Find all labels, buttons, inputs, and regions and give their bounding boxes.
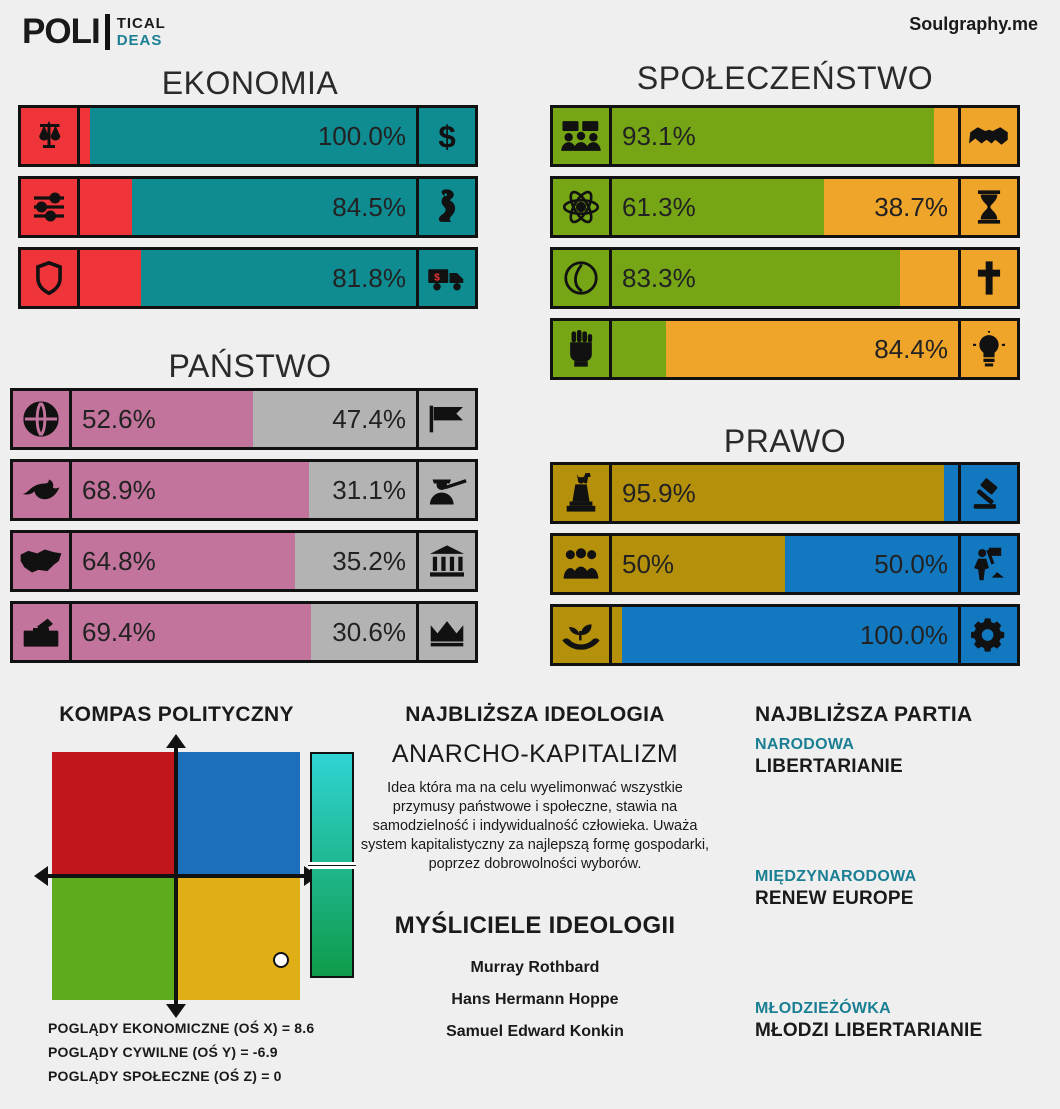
ideology-title: NAJBLIŻSZA IDEOLOGIA [405,703,665,726]
section-title-society: SPOŁECZEŃSTWO [636,60,934,96]
bar-segment-right: 84.5% [132,179,416,235]
bank-icon [428,544,466,578]
bar-left-icon-box [550,462,612,524]
bar-row [550,533,1020,595]
compass-title: KOMPAS POLITYCZNY [59,703,294,726]
section-title-state: PAŃSTWO [168,348,332,384]
bar-left-icon-box [550,176,612,238]
bar-track [612,318,958,380]
party-value: MŁODZI LIBERTARIANIE [755,1020,983,1041]
bar-track [612,176,958,238]
compass-grid [52,752,300,1000]
gadsden-snake-icon [432,188,462,226]
thinker-item: Murray Rothbard [470,959,600,976]
bar-left-icon-box [10,388,72,450]
party-entry-international [755,868,917,911]
soldier-icon [426,474,468,506]
bar-row [550,318,1020,380]
bar-segment-right: 50.0% [785,536,958,592]
compass-stats [48,1016,314,1088]
bar-right-icon-box [958,318,1020,380]
bar-right-icon-box [416,388,478,450]
compass-quadrant-bottom-left [52,876,176,1000]
party-label: NARODOWA [755,736,855,753]
bar-segment-left: 93.1% [612,108,934,164]
party-label: MŁODZIEŻÓWKA [755,1000,892,1017]
bar-right-icon-box [416,247,478,309]
thinkers-list [345,952,725,1048]
bar-track [612,462,958,524]
flag-icon [427,404,467,434]
bar-left-icon-box [550,105,612,167]
bar-row [10,459,478,521]
protest-icon [970,547,1008,581]
compass-axis-x [40,874,312,878]
bar-row [18,105,478,167]
bar-track [612,247,958,309]
bar-track [612,105,958,167]
bar-left-icon-box [18,105,80,167]
bar-segment-right [934,108,958,164]
bar-segment-left: 68.9% [72,462,309,518]
bar-segment-right: 100.0% [622,607,958,663]
bar-segment-left [612,607,622,663]
bar-left-icon-box [10,530,72,592]
atom-icon [562,188,600,226]
statue-of-liberty-icon [565,473,597,513]
ideology-description: Idea która ma na celu wyelimonwać wszystkie przymusy państwowe i społeczne, stawia na samodzielność i indywidualność człowieka. Uważa system kapitalistyczny za najlepszą formę gospodarki, poprzez dobrowolności wyborów. [360,780,710,872]
hourglass-icon [974,189,1004,225]
crowd-speech-icon [560,119,602,153]
plant-hand-icon [561,619,601,651]
bar-right-icon-box [416,459,478,521]
bar-segment-right [900,250,958,306]
bar-track [80,247,416,309]
bar-segment-left [80,108,90,164]
bar-left-icon-box [550,533,612,595]
bar-segment-left: 50% [612,536,785,592]
bar-segment-right: 100.0% [90,108,416,164]
compass-position-marker [273,952,289,968]
shield-icon [33,260,65,296]
bar-segment-right [944,465,958,521]
compass-z-marker [308,862,356,869]
political-compass [52,752,300,1000]
logo-tical-text: TICAL [116,14,166,32]
bar-segment-right: 30.6% [311,604,416,660]
party-entry-youth [755,1000,982,1043]
bar-right-icon-box [416,105,478,167]
bar-right-icon-box [416,530,478,592]
compass-arrow-up-icon [166,734,186,748]
dollar-icon [430,117,464,155]
bar-right-icon-box [416,176,478,238]
bar-row [550,247,1020,309]
lightbulb-icon [973,331,1005,367]
bar-segment-right: 47.4% [253,391,416,447]
stat-civil: POGLĄDY CYWILNE (OŚ Y) = -6.9 [48,1044,278,1060]
bar-right-icon-box [958,176,1020,238]
globe-icon [22,400,60,438]
logo-deas-text: DEAS [116,31,163,49]
bar-row [18,176,478,238]
bar-left-icon-box [10,459,72,521]
ballot-box-icon [21,616,61,648]
bar-segment-left: 61.3% [612,179,824,235]
bar-segment-right: 31.1% [309,462,416,518]
bar-right-icon-box [958,105,1020,167]
bar-track [72,601,416,663]
bar-row [550,604,1020,666]
section-title-law: PRAWO [723,423,847,459]
party-entry-national [755,736,903,779]
logo-poli-text: POLI [22,12,100,51]
bar-track [72,459,416,521]
bar-segment-right: 38.7% [824,179,958,235]
bar-segment-left [80,179,132,235]
party-value: LIBERTARIANIE [755,756,903,777]
stat-economic: POGLĄDY EKONOMICZNE (OŚ X) = 8.6 [48,1020,315,1036]
bar-row [550,176,1020,238]
compass-quadrant-top-right [176,752,300,876]
bar-segment-right: 84.4% [666,321,958,377]
bar-left-icon-box [10,601,72,663]
logo [22,14,166,50]
bar-segment-left: 95.9% [612,465,944,521]
bar-left-icon-box [18,176,80,238]
brand-name: Soulgraphy.me [909,14,1038,34]
atheism-icon [563,260,599,296]
people-group-icon [562,548,600,580]
crown-icon [428,617,466,647]
bar-segment-right: 81.8% [141,250,416,306]
party-title: NAJBLIŻSZA PARTIA [755,703,973,726]
party-value: RENEW EUROPE [755,888,914,909]
bar-segment-left [80,250,141,306]
bar-row [10,530,478,592]
bar-segment-right: 35.2% [295,533,416,589]
bar-right-icon-box [416,601,478,663]
thinkers-title: MYŚLICIELE IDEOLOGII [394,912,676,939]
stat-social: POGLĄDY SPOŁECZNE (OŚ Z) = 0 [48,1068,282,1084]
bar-segment-left: 64.8% [72,533,295,589]
thinker-item: Hans Hermann Hoppe [451,991,619,1008]
party-label: MIĘDZYNARODOWA [755,868,917,885]
svg-text:$: $ [438,119,456,155]
scales-icon [31,118,67,154]
gears-icon [970,617,1008,653]
us-map-icon [19,547,63,575]
compass-quadrant-top-left [52,752,176,876]
gavel-icon [971,476,1007,510]
raised-fist-icon [565,330,597,368]
bar-left-icon-box [550,318,612,380]
bar-track [612,604,958,666]
bar-right-icon-box [958,604,1020,666]
bar-right-icon-box [958,462,1020,524]
thinker-item: Samuel Edward Konkin [446,1023,624,1040]
delivery-truck-icon [427,263,467,293]
bar-track [80,105,416,167]
bar-segment-left [612,321,666,377]
ideology-name: ANARCHO-KAPITALIZM [391,740,679,768]
svg-text:$: $ [434,272,440,284]
bar-left-icon-box [18,247,80,309]
bar-left-icon-box [550,604,612,666]
section-title-economy: EKONOMIA [161,65,339,101]
bar-track [612,533,958,595]
compass-quadrant-bottom-right [176,876,300,1000]
bar-segment-left: 69.4% [72,604,311,660]
sliders-icon [31,192,67,222]
bar-row [550,462,1020,524]
dove-icon [20,475,62,505]
bar-row [10,388,478,450]
bar-track [72,388,416,450]
bar-left-icon-box [550,247,612,309]
bar-row [550,105,1020,167]
bar-segment-left: 83.3% [612,250,900,306]
handshake-icon [969,122,1009,150]
bar-row [18,247,478,309]
bar-segment-left: 52.6% [72,391,253,447]
compass-arrow-left-icon [34,866,48,886]
cross-icon [975,260,1003,296]
logo-divider [105,14,110,50]
bar-right-icon-box [958,247,1020,309]
bar-track [80,176,416,238]
bar-track [72,530,416,592]
bar-right-icon-box [958,533,1020,595]
bar-row [10,601,478,663]
